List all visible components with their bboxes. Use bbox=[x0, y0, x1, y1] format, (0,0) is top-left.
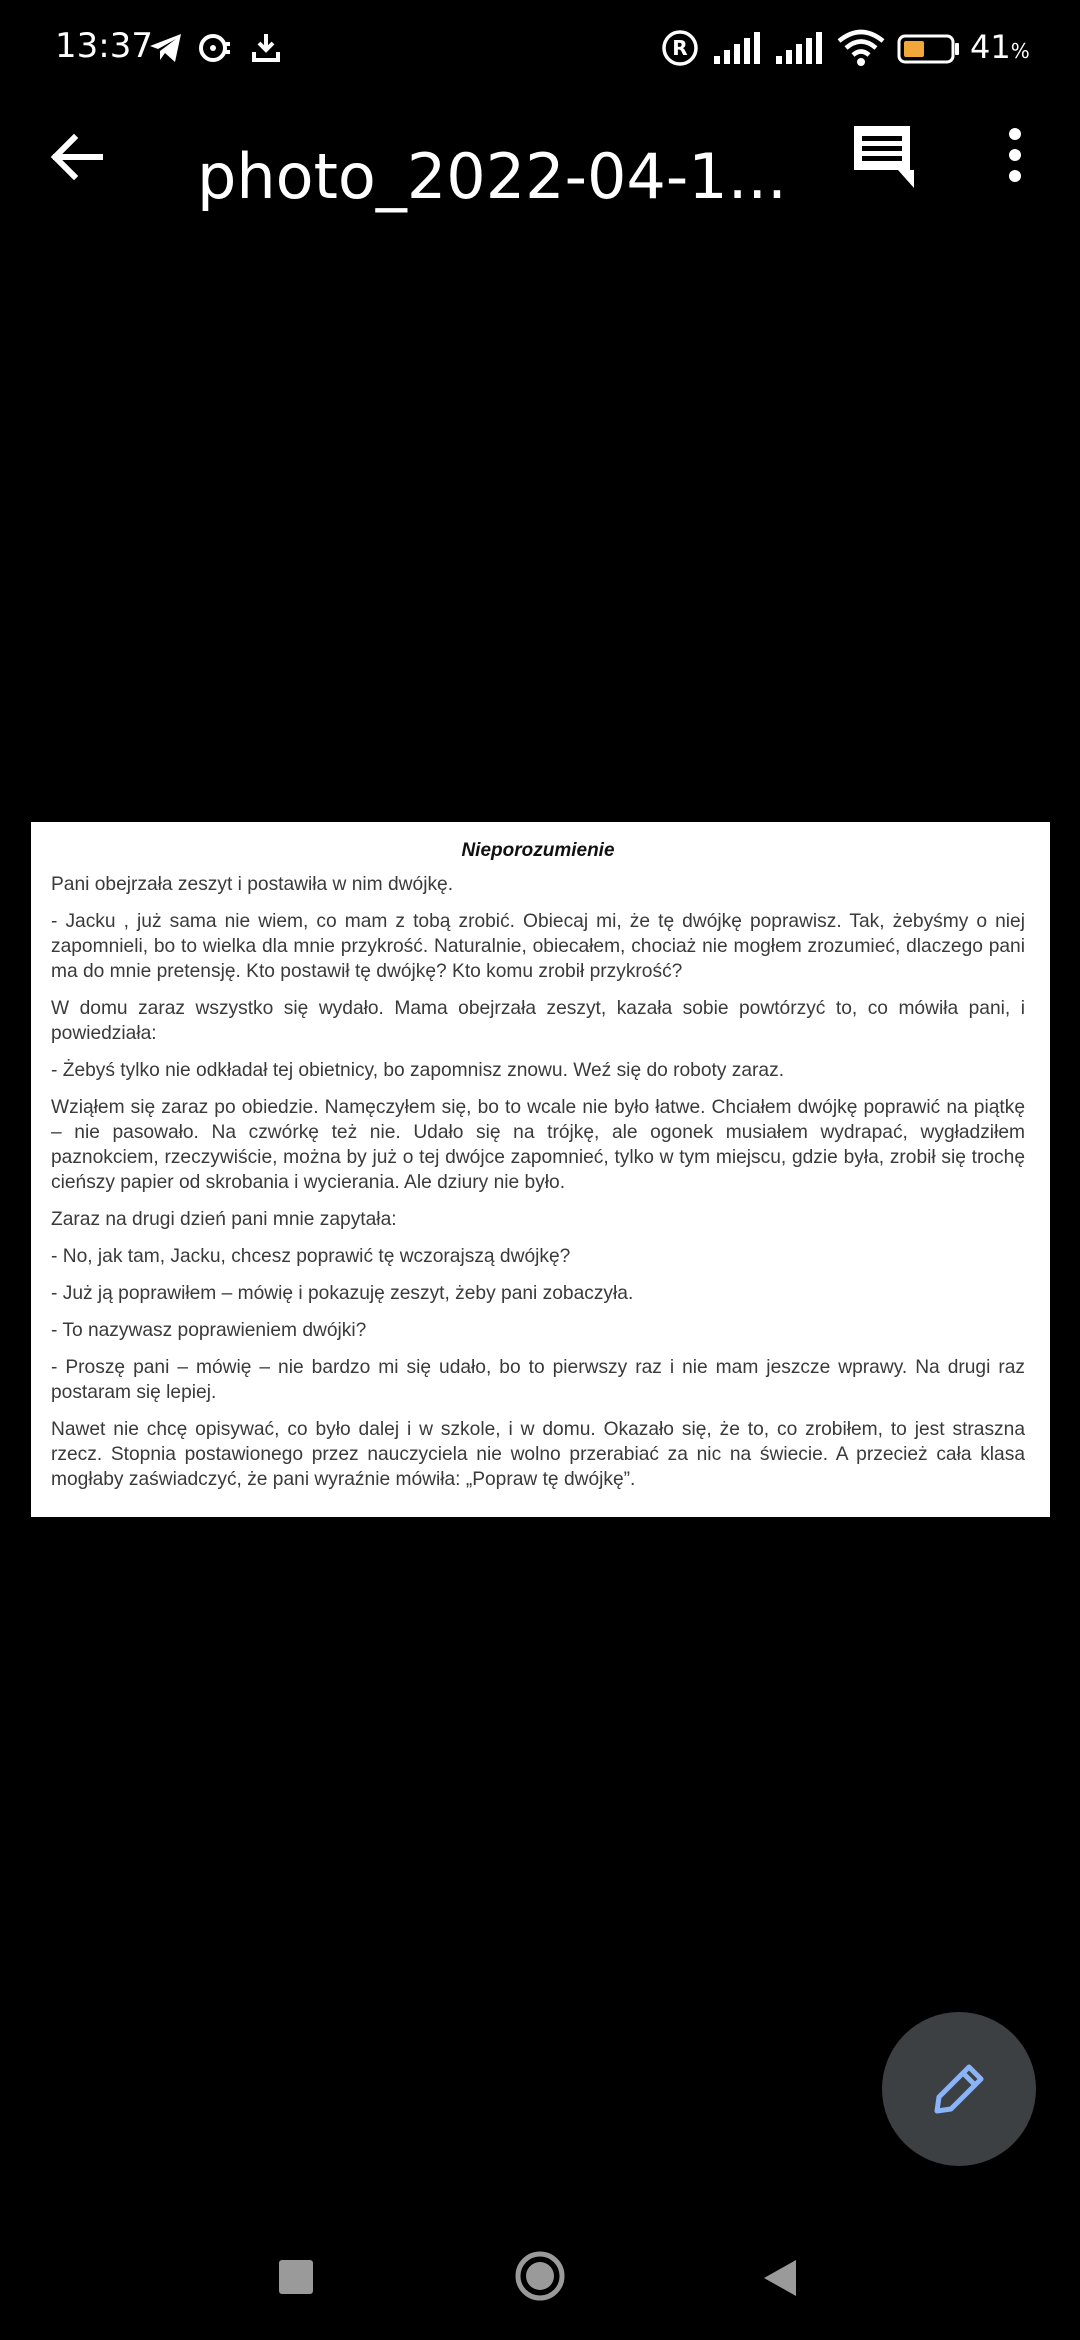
page-title: photo_2022-04-1... bbox=[197, 140, 787, 213]
sync-icon bbox=[198, 28, 232, 68]
edit-button[interactable] bbox=[882, 2012, 1036, 2166]
document-paragraph: - No, jak tam, Jacku, chcesz poprawić tę wczorajszą dwójkę? bbox=[51, 1246, 571, 1267]
document-paragraph: Zaraz na drugi dzień pani mnie zapytała: bbox=[51, 1209, 397, 1230]
battery-percent: 41% bbox=[970, 28, 1030, 66]
document-paragraph: Nawet nie chcę opisywać, co było dalej i w szkole, i w domu. Okazało się, że to, co zrobiłem, to jest straszna rzecz. Stopnia postawionego przez nauczyciela nie wolno przerabiać za nic na świecie. A przecież cała klasa mogłaby zaświadczyć, że pani wyraźnie mówiła: „Popraw tę dwójkę”. bbox=[51, 1419, 1025, 1490]
navigation-bar bbox=[0, 2230, 1080, 2340]
telegram-icon bbox=[148, 28, 184, 68]
recents-square-icon[interactable] bbox=[279, 2260, 313, 2294]
svg-text:R: R bbox=[672, 36, 688, 60]
back-arrow-icon[interactable] bbox=[42, 122, 112, 192]
wifi-icon bbox=[836, 28, 886, 68]
edit-pencil-icon bbox=[929, 2059, 989, 2119]
signal-icon bbox=[774, 28, 826, 68]
document-paragraph: - Jacku , już sama nie wiem, co mam z tobą zrobić. Obiecaj mi, że tę dwójkę poprawisz. Tak, żebyśmy o niej zapomnieli, bo to wielka dla mnie przykrość. Naturalnie, obiecałem, chociaż nie mogłem zrozumieć, dlaczego pani ma do mnie pretensję. Kto postawił tę dwójkę? Kto komu zrobił przykrość? bbox=[51, 911, 1025, 982]
more-vert-icon[interactable] bbox=[990, 122, 1040, 192]
signal-icon bbox=[712, 28, 764, 68]
status-bar bbox=[0, 0, 1080, 96]
document-title: Nieporozumienie bbox=[461, 840, 615, 861]
document-paragraph: - To nazywasz poprawieniem dwójki? bbox=[51, 1320, 367, 1341]
document-paragraph: - Już ją poprawiłem – mówię i pokazuję zeszyt, żeby pani zobaczyła. bbox=[51, 1283, 634, 1304]
document-paragraph: - Proszę pani – mówię – nie bardzo mi się udało, bo to pierwszy raz i nie mam jeszcze wprawy. Na drugi raz postaram się lepiej. bbox=[51, 1357, 1025, 1403]
comment-icon[interactable] bbox=[848, 120, 918, 190]
document-paragraph: W domu zaraz wszystko się wydało. Mama obejrzała zeszyt, kazała sobie powtórzyć to, co mówiła pani, i powiedziała: bbox=[51, 998, 1025, 1044]
back-triangle-icon[interactable] bbox=[760, 2256, 800, 2300]
status-time: 13:37 bbox=[55, 26, 153, 66]
document-paragraph: Pani obejrzała zeszyt i postawiła w nim dwójkę. bbox=[51, 874, 454, 895]
document-paragraph: - Żebyś tylko nie odkładał tej obietnicy, bo zapomnisz znowu. Weź się do roboty zaraz. bbox=[51, 1060, 785, 1081]
registered-icon bbox=[660, 28, 700, 68]
download-icon bbox=[250, 28, 282, 68]
app-bar bbox=[0, 100, 1080, 260]
home-circle-icon[interactable] bbox=[514, 2250, 566, 2302]
battery-icon bbox=[896, 28, 962, 68]
document-image[interactable] bbox=[31, 822, 1050, 1517]
document-paragraph: Wziąłem się zaraz po obiedzie. Namęczyłem się, bo to wcale nie było łatwe. Chciałem dwójkę poprawić na piątkę – nie pasowało. Na czwórkę też nie. Udało się na trójkę, ale ogonek musiałem wydrapać, wygładziłem paznokciem, rzeczywiście, można by już o tej dwójce zapomnieć, tylko w tym miejscu, gdzie była, zrobił się trochę cieńszy papier od skrobania i wycierania. Ale dziury nie było. bbox=[51, 1097, 1025, 1193]
